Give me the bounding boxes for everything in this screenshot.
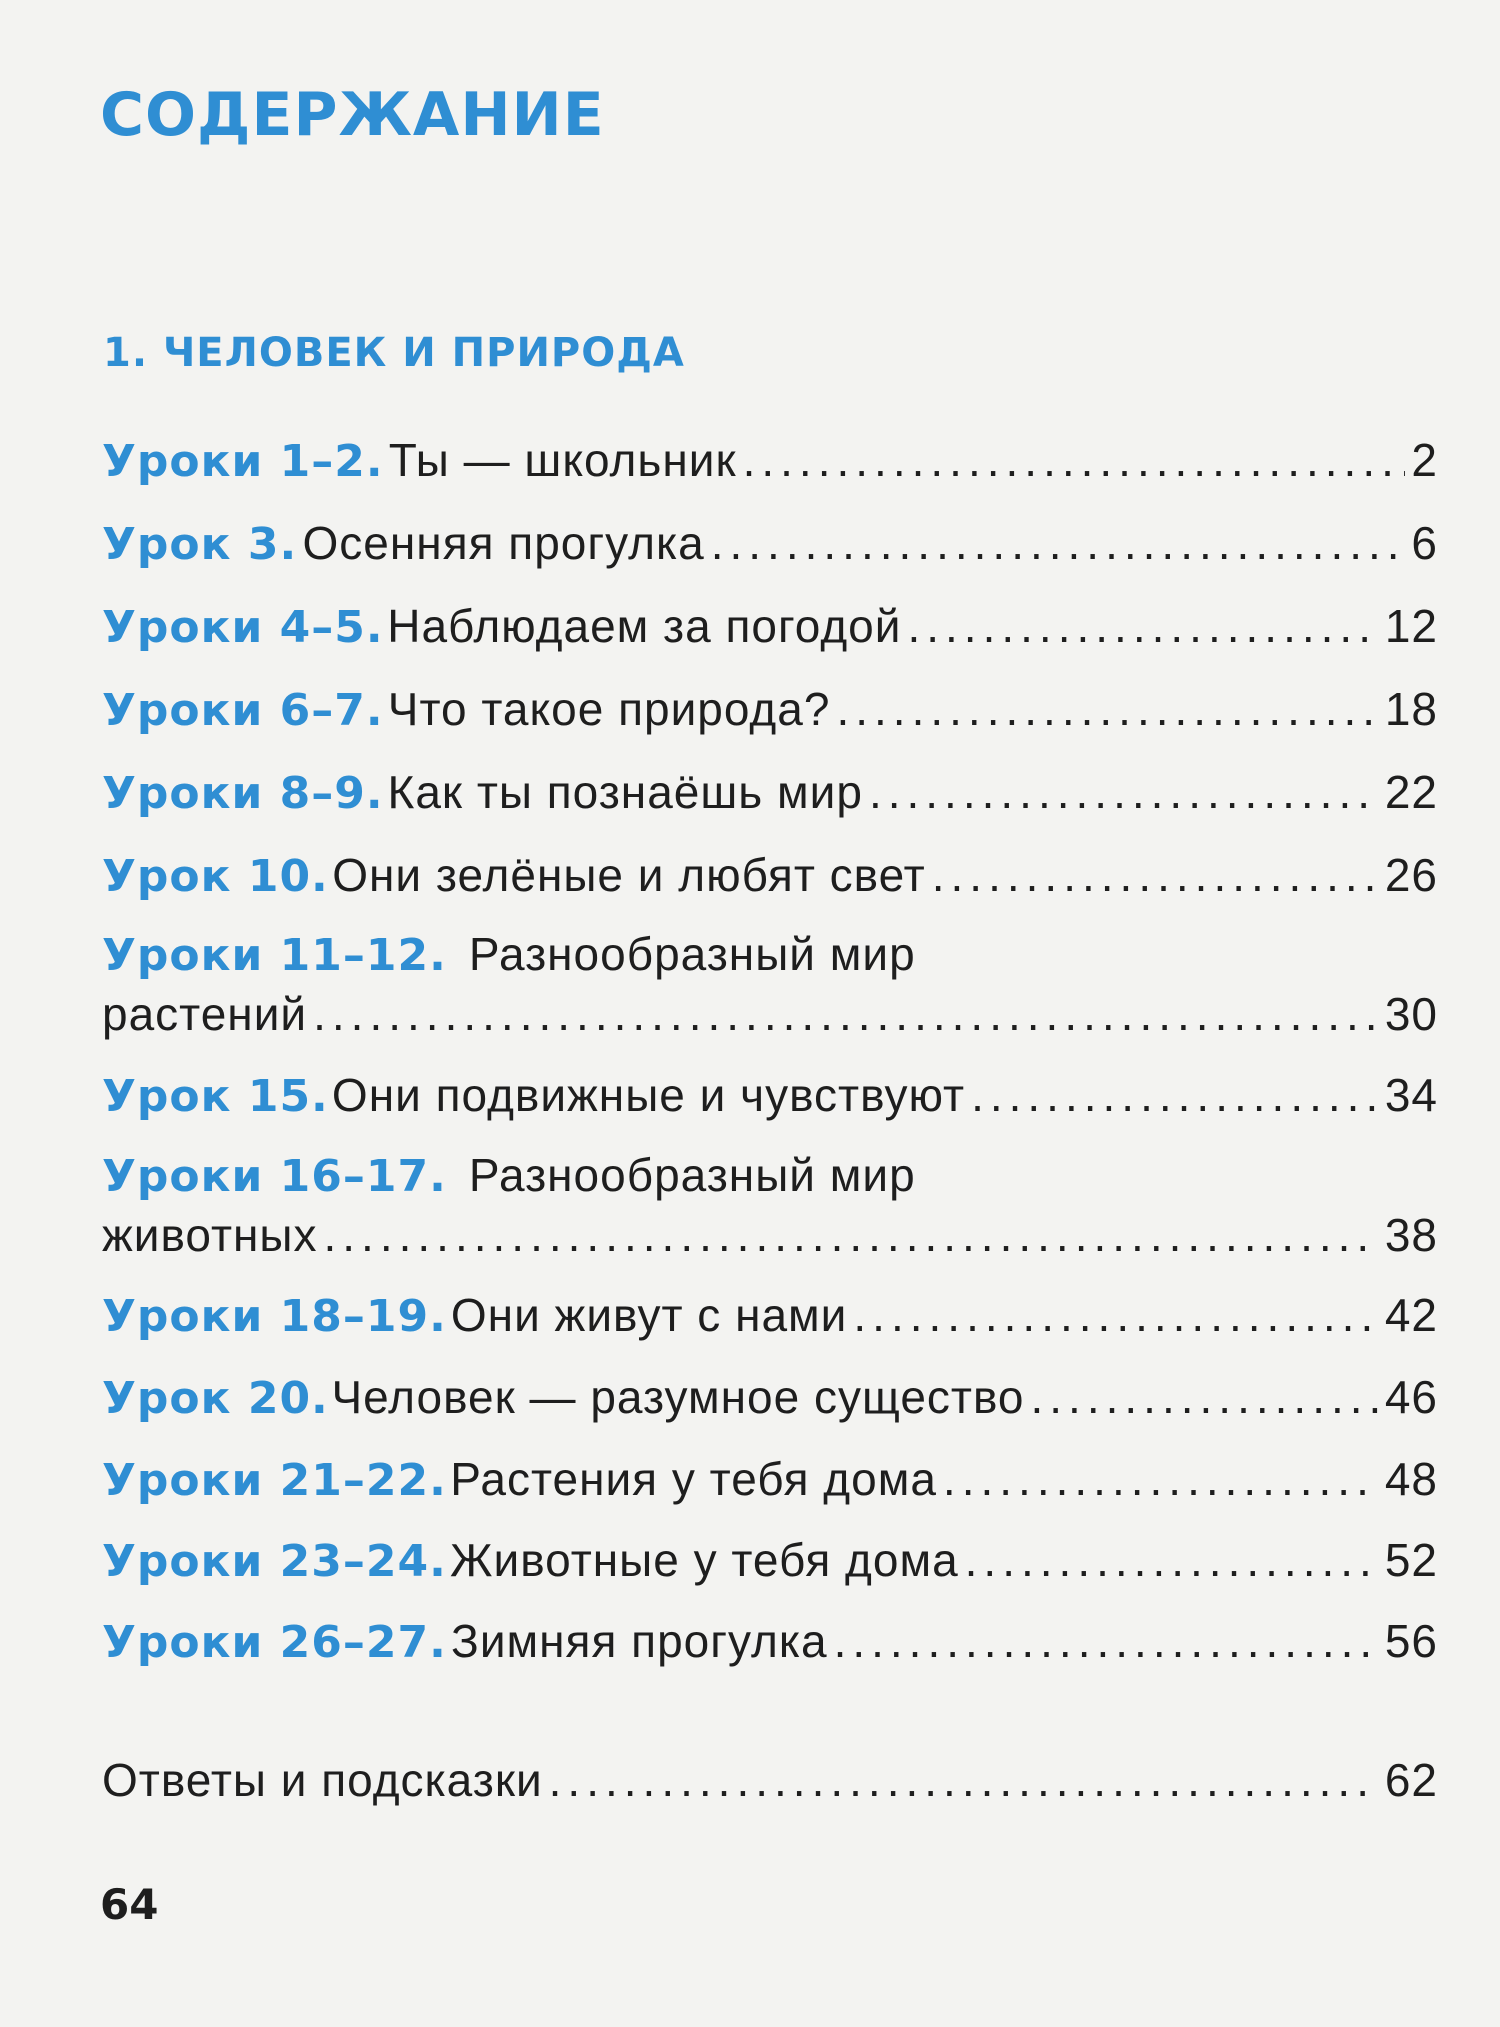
lesson-title: Что такое природа? xyxy=(387,683,831,735)
dot-leader xyxy=(932,847,1379,903)
lesson-title: Осенняя прогулка xyxy=(302,517,705,569)
toc-entry[interactable] xyxy=(102,681,1438,739)
lesson-title: Животные у тебя дома xyxy=(450,1534,959,1586)
lesson-label: Урок 3. xyxy=(102,519,298,570)
page-number: 48 xyxy=(1384,1453,1438,1505)
toc-entry[interactable] xyxy=(102,1369,1438,1427)
lesson-title: Растения у тебя дома xyxy=(450,1453,937,1505)
page-number: 26 xyxy=(1384,849,1438,901)
page-number: 34 xyxy=(1384,1069,1438,1121)
dot-leader xyxy=(869,764,1379,820)
lesson-title-continued: животных xyxy=(102,1209,318,1261)
lesson-label: Урок 20. xyxy=(102,1373,329,1424)
toc-entry[interactable] xyxy=(102,1147,1438,1263)
lesson-title: Они живут с нами xyxy=(450,1289,848,1341)
lesson-label: Урок 10. xyxy=(102,851,329,902)
dot-leader xyxy=(549,1752,1379,1808)
dot-leader xyxy=(853,1287,1378,1343)
page-footer-number: 64 xyxy=(100,1880,159,1929)
toc-entry-answers[interactable] xyxy=(102,1752,1438,1808)
lesson-label: Уроки 11–12. xyxy=(102,930,447,981)
lesson-title: Они зелёные и любят свет xyxy=(332,849,926,901)
toc-entry[interactable] xyxy=(102,847,1438,905)
toc-entry[interactable] xyxy=(102,1532,1438,1590)
page-number: 18 xyxy=(1384,683,1438,735)
toc-entry[interactable] xyxy=(102,598,1438,656)
dot-leader xyxy=(836,681,1378,737)
dot-leader xyxy=(965,1532,1379,1588)
lesson-label: Уроки 18–19. xyxy=(102,1291,447,1342)
toc-entry[interactable] xyxy=(102,515,1438,573)
lesson-label: Уроки 4–5. xyxy=(102,602,384,653)
lesson-label: Уроки 23–24. xyxy=(102,1536,447,1587)
toc-entry[interactable] xyxy=(102,1613,1438,1671)
lesson-label: Уроки 1–2. xyxy=(102,436,384,487)
lesson-title-continued: растений xyxy=(102,988,308,1040)
toc-entry[interactable] xyxy=(102,926,1438,1042)
lesson-label: Уроки 8–9. xyxy=(102,768,384,819)
lesson-title: Ты — школьник xyxy=(388,434,737,486)
dot-leader xyxy=(971,1067,1379,1123)
lesson-title: Человек — разумное существо xyxy=(331,1371,1025,1423)
toc-entry[interactable] xyxy=(102,432,1438,490)
lesson-title: Они подвижные и чувствуют xyxy=(331,1069,966,1121)
lesson-label: Уроки 16–17. xyxy=(102,1151,447,1202)
lesson-title: Наблюдаем за погодой xyxy=(387,600,902,652)
dot-leader xyxy=(711,515,1406,571)
dot-leader xyxy=(1030,1369,1378,1425)
page-number: 2 xyxy=(1411,434,1438,486)
lesson-label: Уроки 21–22. xyxy=(102,1455,447,1506)
page-title: СОДЕРЖАНИЕ xyxy=(100,80,605,150)
toc-entry[interactable] xyxy=(102,764,1438,822)
lesson-label: Уроки 6–7. xyxy=(102,685,384,736)
lesson-title: Разнообразный мир xyxy=(468,1149,916,1201)
lesson-label: Уроки 26–27. xyxy=(102,1617,447,1668)
page-number: 62 xyxy=(1384,1754,1438,1806)
lesson-label: Урок 15. xyxy=(102,1071,329,1122)
dot-leader xyxy=(907,598,1378,654)
page-number: 38 xyxy=(1384,1209,1438,1261)
toc-entry[interactable] xyxy=(102,1451,1438,1509)
toc-entry[interactable] xyxy=(102,1067,1438,1125)
page-number: 30 xyxy=(1384,988,1438,1040)
page-number: 22 xyxy=(1384,766,1438,818)
dot-leader xyxy=(324,1207,1379,1263)
page-number: 46 xyxy=(1384,1371,1438,1423)
section-title: 1. ЧЕЛОВЕК И ПРИРОДА xyxy=(103,330,685,376)
lesson-title: Зимняя прогулка xyxy=(451,1615,828,1667)
page-number: 6 xyxy=(1411,517,1438,569)
lesson-title: Разнообразный мир xyxy=(468,928,916,980)
dot-leader xyxy=(743,432,1406,488)
page-number: 52 xyxy=(1384,1534,1438,1586)
page-number: 12 xyxy=(1384,600,1438,652)
page-number: 56 xyxy=(1384,1615,1438,1667)
dot-leader xyxy=(313,986,1379,1042)
page-number: 42 xyxy=(1384,1289,1438,1341)
answers-title: Ответы и подсказки xyxy=(102,1754,543,1806)
dot-leader xyxy=(943,1451,1379,1507)
lesson-title: Как ты познаёшь мир xyxy=(387,766,863,818)
dot-leader xyxy=(834,1613,1379,1669)
toc-entry[interactable] xyxy=(102,1287,1438,1345)
